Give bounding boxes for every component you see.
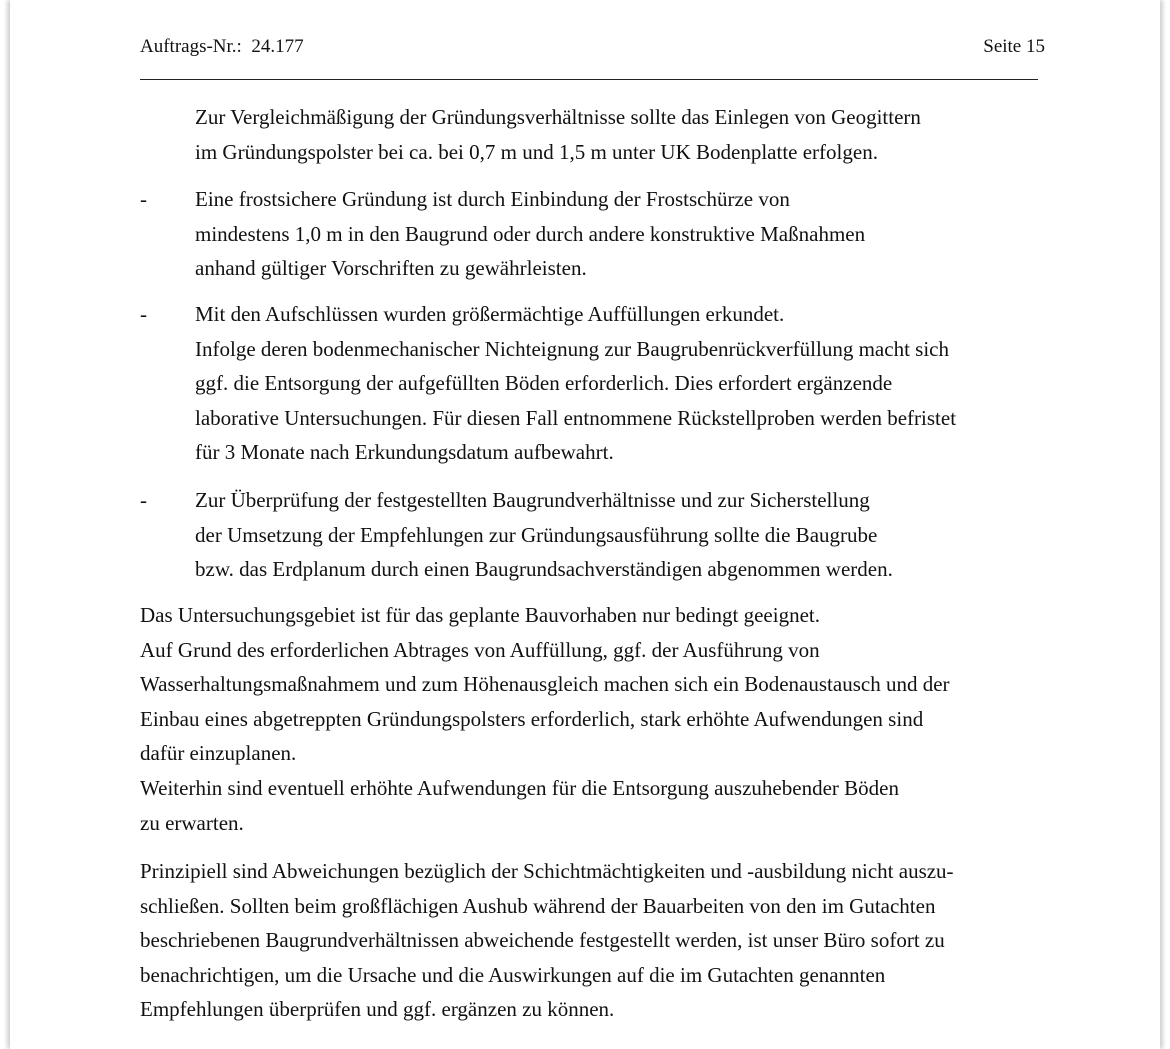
text-line: im Gründungspolster bei ca. bei 0,7 m und 1,5 m unter UK Bodenplatte erfolgen. xyxy=(195,139,878,164)
text-line: Zur Vergleichmäßigung der Gründungsverhältnisse sollte das Einlegen von Geogittern xyxy=(195,105,921,129)
bullet-marker: - xyxy=(140,187,147,211)
text-line: für 3 Monate nach Erkundungsdatum aufbewahrt. xyxy=(195,440,614,465)
intro-paragraph xyxy=(195,100,921,169)
text-line: schließen. Sollten beim großflächigen Aushub während der Bauarbeiten von den im Gutachten xyxy=(140,893,936,918)
page-number: Seite 15 xyxy=(983,36,1045,57)
text-line: mindestens 1,0 m in den Baugrund oder durch andere konstruktive Maßnahmen xyxy=(195,221,866,246)
text-line: anhand gültiger Vorschriften zu gewährleisten. xyxy=(195,256,587,281)
text-line: dafür einzuplanen. xyxy=(140,741,297,766)
deviation-paragraph xyxy=(140,854,954,1027)
text-line: der Umsetzung der Empfehlungen zur Gründungsausführung sollte die Baugrube xyxy=(195,522,878,547)
text-line: ggf. die Entsorgung der aufgefüllten Böden erforderlich. Dies erfordert ergänzende xyxy=(195,371,893,396)
text-line: Auf Grund des erforderlichen Abtrages von Auffüllung, ggf. der Ausführung von xyxy=(140,637,820,662)
text-line: Einbau eines abgetreppten Gründungspolsters erforderlich, stark erhöhte Aufwendungen sind xyxy=(140,706,924,731)
text-line: Weiterhin sind eventuell erhöhte Aufwendungen für die Entsorgung auszuhebender Böden xyxy=(140,775,899,800)
bullet-item-inspection xyxy=(195,483,893,587)
text-line: zu erwarten. xyxy=(140,810,244,835)
text-line: Zur Überprüfung der festgestellten Baugrundverhältnisse und zur Sicherstellung xyxy=(195,488,870,512)
text-line: Mit den Aufschlüssen wurden größermächtige Auffüllungen erkundet. xyxy=(195,302,785,326)
text-line: Wasserhaltungsmaßnahmem und zum Höhenausgleich machen sich ein Bodenaustausch und der xyxy=(140,672,950,697)
order-label: Auftrags-Nr.: xyxy=(140,36,242,57)
text-line: benachrichtigen, um die Ursache und die Auswirkungen auf die im Gutachten genannten xyxy=(140,962,886,987)
bullet-marker: - xyxy=(140,302,147,326)
order-number: 24.177 xyxy=(251,36,304,57)
bullet-item-fill-disposal xyxy=(195,297,956,470)
bullet-item-frost-protection xyxy=(195,182,865,286)
bullet-marker: - xyxy=(140,488,147,512)
text-line: Prinzipiell sind Abweichungen bezüglich der Schichtmächtigkeiten und -ausbildung nicht auszu- xyxy=(140,859,954,883)
text-line: Das Untersuchungsgebiet ist für das geplante Bauvorhaben nur bedingt geeignet. xyxy=(140,603,820,627)
document-page xyxy=(10,0,1160,1049)
suitability-paragraph xyxy=(140,598,950,840)
text-line: Empfehlungen überprüfen und ggf. ergänzen zu können. xyxy=(140,997,615,1022)
header-divider xyxy=(140,79,1038,80)
order-number-header xyxy=(140,36,304,58)
text-line: beschriebenen Baugrundverhältnissen abweichende festgestellt werden, ist unser Büro sofort zu xyxy=(140,928,945,953)
text-line: bzw. das Erdplanum durch einen Baugrundsachverständigen abgenommen werden. xyxy=(195,557,893,582)
text-line: Infolge deren bodenmechanischer Nichteignung zur Baugrubenrückverfüllung macht sich xyxy=(195,336,949,361)
text-line: Eine frostsichere Gründung ist durch Einbindung der Frostschürze von xyxy=(195,187,790,211)
text-line: laborative Untersuchungen. Für diesen Fall entnommene Rückstellproben werden befristet xyxy=(195,405,957,430)
